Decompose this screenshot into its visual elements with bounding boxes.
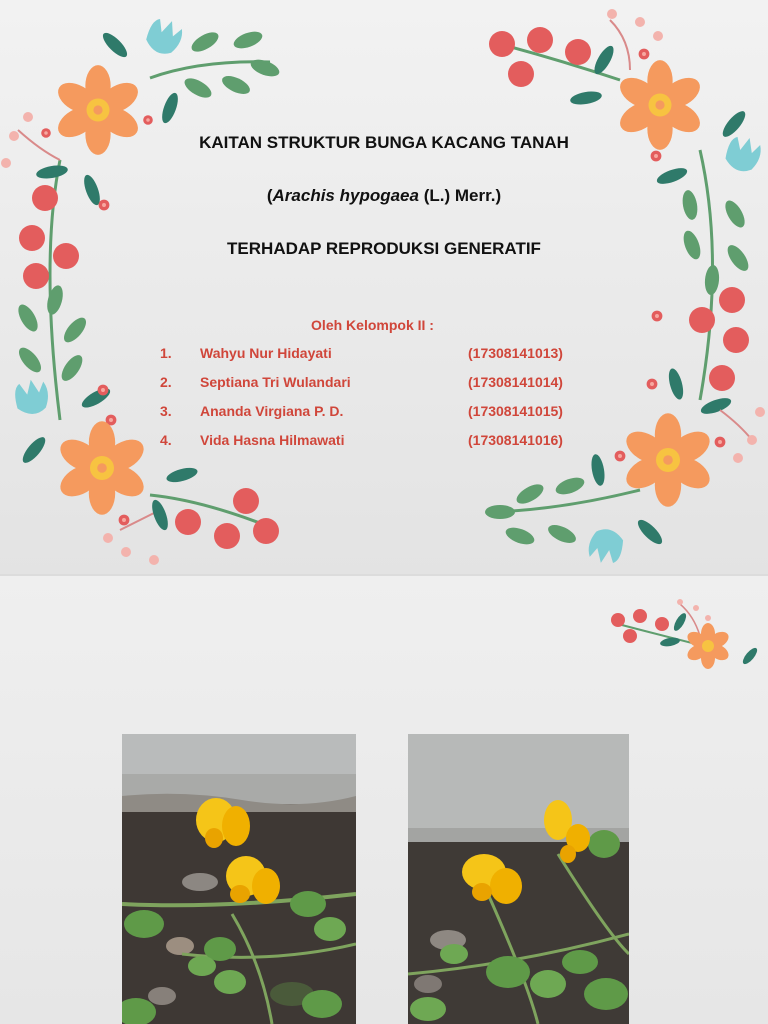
member-id: (17308141013)	[468, 345, 563, 361]
title-line-2	[0, 186, 768, 206]
member-name: Ananda Virgiana P. D.	[200, 403, 344, 419]
member-name: Wahyu Nur Hidayati	[200, 345, 332, 361]
member-number: 4.	[160, 432, 172, 448]
title-line-1: KAITAN STRUKTUR BUNGA KACANG TANAH	[199, 133, 569, 152]
peanut-flower-photo-2	[408, 734, 629, 1024]
authority-text: (L.) Merr.)	[418, 186, 502, 205]
member-number: 3.	[160, 403, 172, 419]
member-row	[160, 403, 600, 432]
member-name: Vida Hasna Hilmawati	[200, 432, 345, 448]
member-id: (17308141014)	[468, 374, 563, 390]
member-list	[160, 345, 600, 461]
wreath-right-branch	[647, 108, 765, 463]
group-label: Oleh Kelompok II :	[311, 317, 434, 333]
member-row	[160, 345, 600, 374]
species-name: Arachis hypogaea	[272, 186, 419, 205]
wreath-left-branch	[1, 112, 116, 466]
member-number: 2.	[160, 374, 172, 390]
member-id: (17308141016)	[468, 432, 563, 448]
photo-slide	[0, 576, 768, 1024]
member-name: Septiana Tri Wulandari	[200, 374, 351, 390]
title-line-3: TERHADAP REPRODUKSI GENERATIF	[227, 239, 541, 258]
member-row	[160, 374, 600, 403]
title-paren-open: (	[266, 186, 273, 205]
peanut-flower-photo-1	[122, 734, 356, 1024]
member-row	[160, 432, 600, 461]
corner-flower-decoration	[604, 596, 764, 696]
member-id: (17308141015)	[468, 403, 563, 419]
member-number: 1.	[160, 345, 172, 361]
